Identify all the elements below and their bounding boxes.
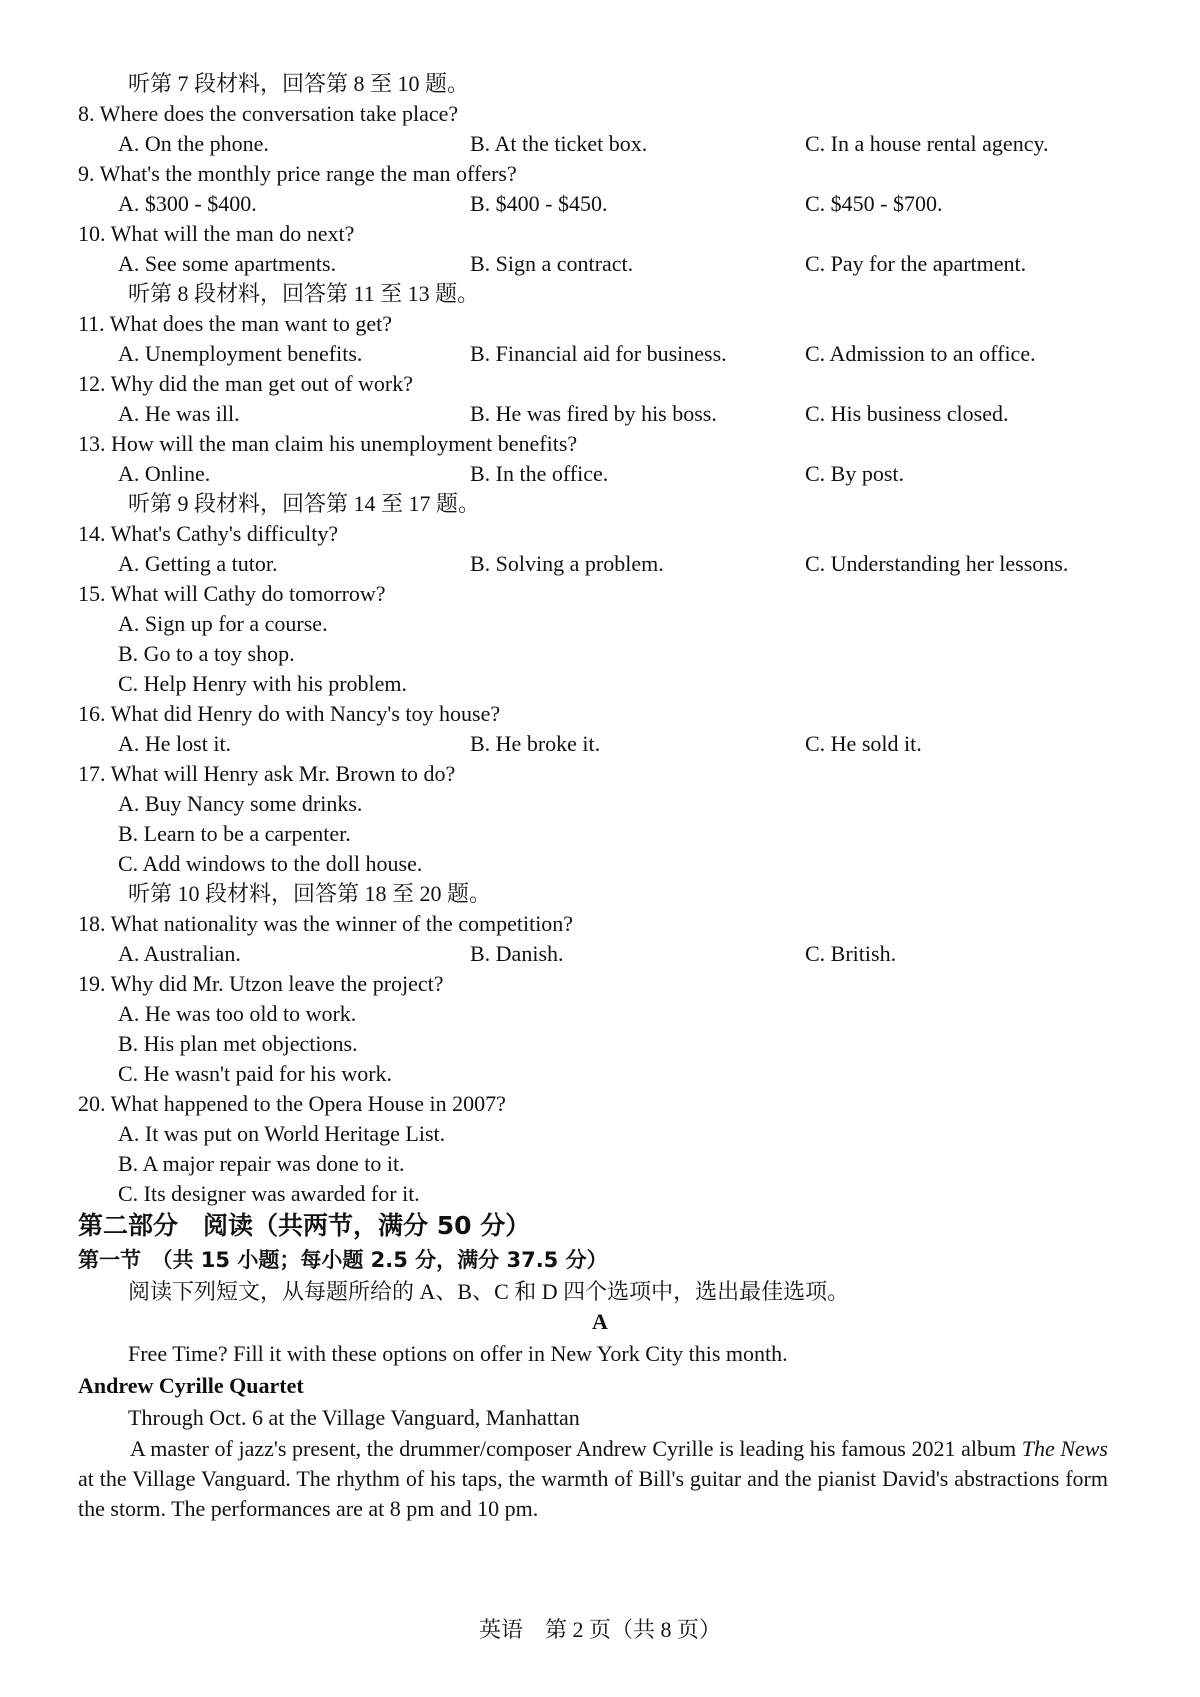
passage-lead: Free Time? Fill it with these options on offer in New York City this month. — [128, 1341, 788, 1366]
item-title: Andrew Cyrille Quartet — [78, 1373, 304, 1398]
part-two-title: 第二部分 阅读（共两节，满分 50 分） — [78, 1211, 531, 1240]
question-20-option-c: C. Its designer was awarded for it. — [118, 1181, 420, 1206]
question-20-option-b: B. A major repair was done to it. — [118, 1151, 405, 1176]
passage-letter: A — [592, 1309, 608, 1334]
question-16-stem: 16. What did Henry do with Nancy's toy house? — [78, 701, 501, 726]
question-13-option-a: A. Online. — [118, 461, 211, 486]
question-14-stem: 14. What's Cathy's difficulty? — [78, 521, 339, 546]
question-19-stem: 19. Why did Mr. Utzon leave the project? — [78, 971, 444, 996]
question-16-option-a: A. He lost it. — [118, 731, 232, 756]
question-9-stem: 9. What's the monthly price range the man offers? — [78, 161, 517, 186]
question-9-option-b: B. $400 - $450. — [470, 191, 608, 216]
question-9-option-c: C. $450 - $700. — [805, 191, 943, 216]
question-11-stem: 11. What does the man want to get? — [78, 311, 393, 336]
question-8-option-c: C. In a house rental agency. — [805, 131, 1049, 156]
question-10-option-c: C. Pay for the apartment. — [805, 251, 1027, 276]
question-17-stem: 17. What will Henry ask Mr. Brown to do? — [78, 761, 456, 786]
question-8-stem: 8. Where does the conversation take place? — [78, 101, 459, 126]
question-11-option-a: A. Unemployment benefits. — [118, 341, 363, 366]
question-19-option-b: B. His plan met objections. — [118, 1031, 358, 1056]
question-17-option-b: B. Learn to be a carpenter. — [118, 821, 351, 846]
question-9-option-a: A. $300 - $400. — [118, 191, 257, 216]
question-13-stem: 13. How will the man claim his unemployment benefits? — [78, 431, 578, 456]
question-20-option-a: A. It was put on World Heritage List. — [118, 1121, 446, 1146]
reading-instruction: 阅读下列短文，从每题所给的 A、B、C 和 D 四个选项中，选出最佳选项。 — [128, 1279, 850, 1304]
question-15-option-b: B. Go to a toy shop. — [118, 641, 295, 666]
question-11-option-c: C. Admission to an office. — [805, 341, 1036, 366]
question-18-option-b: B. Danish. — [470, 941, 564, 966]
question-10-option-a: A. See some apartments. — [118, 251, 337, 276]
question-18-stem: 18. What nationality was the winner of the competition? — [78, 911, 574, 936]
description-part-2: at the Village Vanguard. The rhythm of his taps, the warmth of Bill's guitar and the pianist David's abstractions form the storm. The performances are at 8 pm and 10 pm. — [78, 1466, 1108, 1521]
question-8-option-a: A. On the phone. — [118, 131, 269, 156]
question-12-stem: 12. Why did the man get out of work? — [78, 371, 414, 396]
question-17-option-c: C. Add windows to the doll house. — [118, 851, 423, 876]
question-10-option-b: B. Sign a contract. — [470, 251, 634, 276]
question-11-option-b: B. Financial aid for business. — [470, 341, 727, 366]
listening-intro-7: 听第 7 段材料，回答第 8 至 10 题。 — [128, 71, 470, 96]
question-12-option-c: C. His business closed. — [805, 401, 1009, 426]
album-title: The News — [1021, 1436, 1108, 1461]
question-10-stem: 10. What will the man do next? — [78, 221, 355, 246]
question-12-option-b: B. He was fired by his boss. — [470, 401, 717, 426]
question-14-option-b: B. Solving a problem. — [470, 551, 664, 576]
question-8-option-b: B. At the ticket box. — [470, 131, 648, 156]
question-16-option-c: C. He sold it. — [805, 731, 922, 756]
question-13-option-b: B. In the office. — [470, 461, 609, 486]
question-18-option-a: A. Australian. — [118, 941, 241, 966]
question-19-option-c: C. He wasn't paid for his work. — [118, 1061, 393, 1086]
question-15-option-a: A. Sign up for a course. — [118, 611, 328, 636]
question-19-option-a: A. He was too old to work. — [118, 1001, 357, 1026]
question-13-option-c: C. By post. — [805, 461, 905, 486]
question-12-option-a: A. He was ill. — [118, 401, 240, 426]
description-part-1: A master of jazz's present, the drummer/composer Andrew Cyrille is leading his famous 2021 album — [130, 1436, 1022, 1461]
question-15-option-c: C. Help Henry with his problem. — [118, 671, 408, 696]
item-description — [78, 1434, 1108, 1524]
question-20-stem: 20. What happened to the Opera House in 2007? — [78, 1091, 506, 1116]
listening-intro-10: 听第 10 段材料，回答第 18 至 20 题。 — [128, 881, 492, 906]
item-venue: Through Oct. 6 at the Village Vanguard, Manhattan — [128, 1405, 580, 1430]
question-14-option-a: A. Getting a tutor. — [118, 551, 278, 576]
question-16-option-b: B. He broke it. — [470, 731, 601, 756]
question-15-stem: 15. What will Cathy do tomorrow? — [78, 581, 386, 606]
question-14-option-c: C. Understanding her lessons. — [805, 551, 1069, 576]
section-one-title: 第一节 （共 15 小题；每小题 2.5 分，满分 37.5 分） — [78, 1248, 608, 1272]
page-footer: 英语 第 2 页（共 8 页） — [478, 1617, 721, 1642]
question-17-option-a: A. Buy Nancy some drinks. — [118, 791, 363, 816]
listening-intro-9: 听第 9 段材料，回答第 14 至 17 题。 — [128, 491, 481, 516]
question-18-option-c: C. British. — [805, 941, 897, 966]
listening-intro-8: 听第 8 段材料，回答第 11 至 13 题。 — [128, 281, 480, 306]
